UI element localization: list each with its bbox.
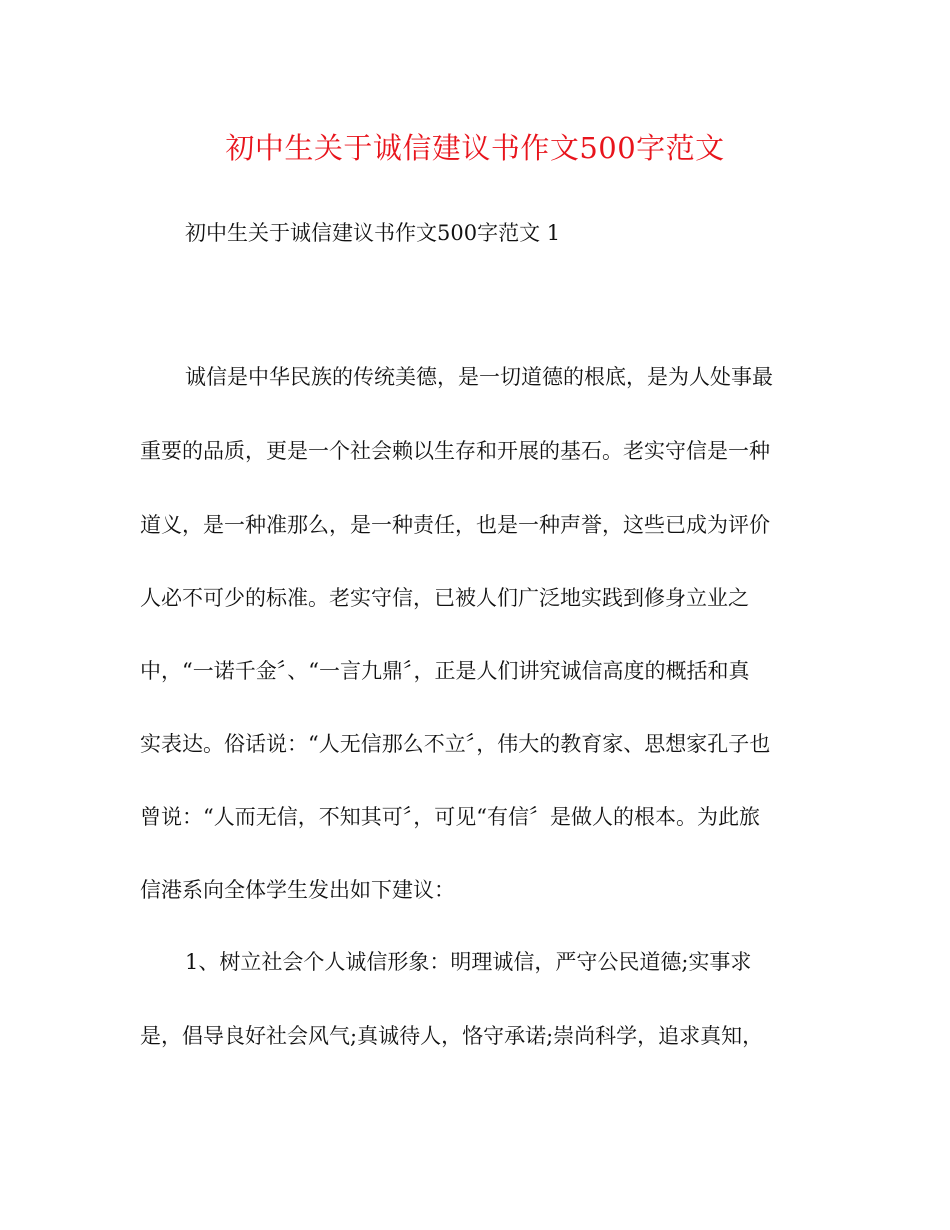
paragraph-line: 1、树立社会个人诚信形象：明理诚信，严守公民道德;实事求 [185, 950, 752, 974]
section-heading: 初中生关于诚信建议书作文500字范文 1 [185, 221, 561, 245]
paragraph-line: 人必不可少的标准。老实守信，已被人们广泛地实践到修身立业之 [140, 586, 749, 610]
paragraph-line: 道义，是一种准那么，是一种责任，也是一种声誉，这些已成为评价 [140, 513, 770, 537]
paragraph-line: 是，倡导良好社会风气;真诚待人，恪守承诺;崇尚科学，追求真知， [140, 1024, 764, 1048]
paragraph-line: 信港系向全体学生发出如下建议： [140, 878, 455, 902]
paragraph-line: 曾说：“人而无信，不知其可〞，可见“有信〞是做人的根本。为此旅 [140, 805, 760, 829]
paragraph-line: 实表达。俗话说：“人无信那么不立〞，伟大的教育家、思想家孔子也 [140, 732, 771, 756]
paragraph-line: 诚信是中华民族的传统美德，是一切道德的根底，是为人处事最 [185, 365, 773, 389]
paragraph-line: 重要的品质，更是一个社会赖以生存和开展的基石。老实守信是一种 [140, 439, 770, 463]
document-title: 初中生关于诚信建议书作文500字范文 [225, 131, 725, 165]
paragraph-line: 中，“一诺千金〞、“一言九鼎〞，正是人们讲究诚信高度的概括和真 [140, 659, 750, 683]
